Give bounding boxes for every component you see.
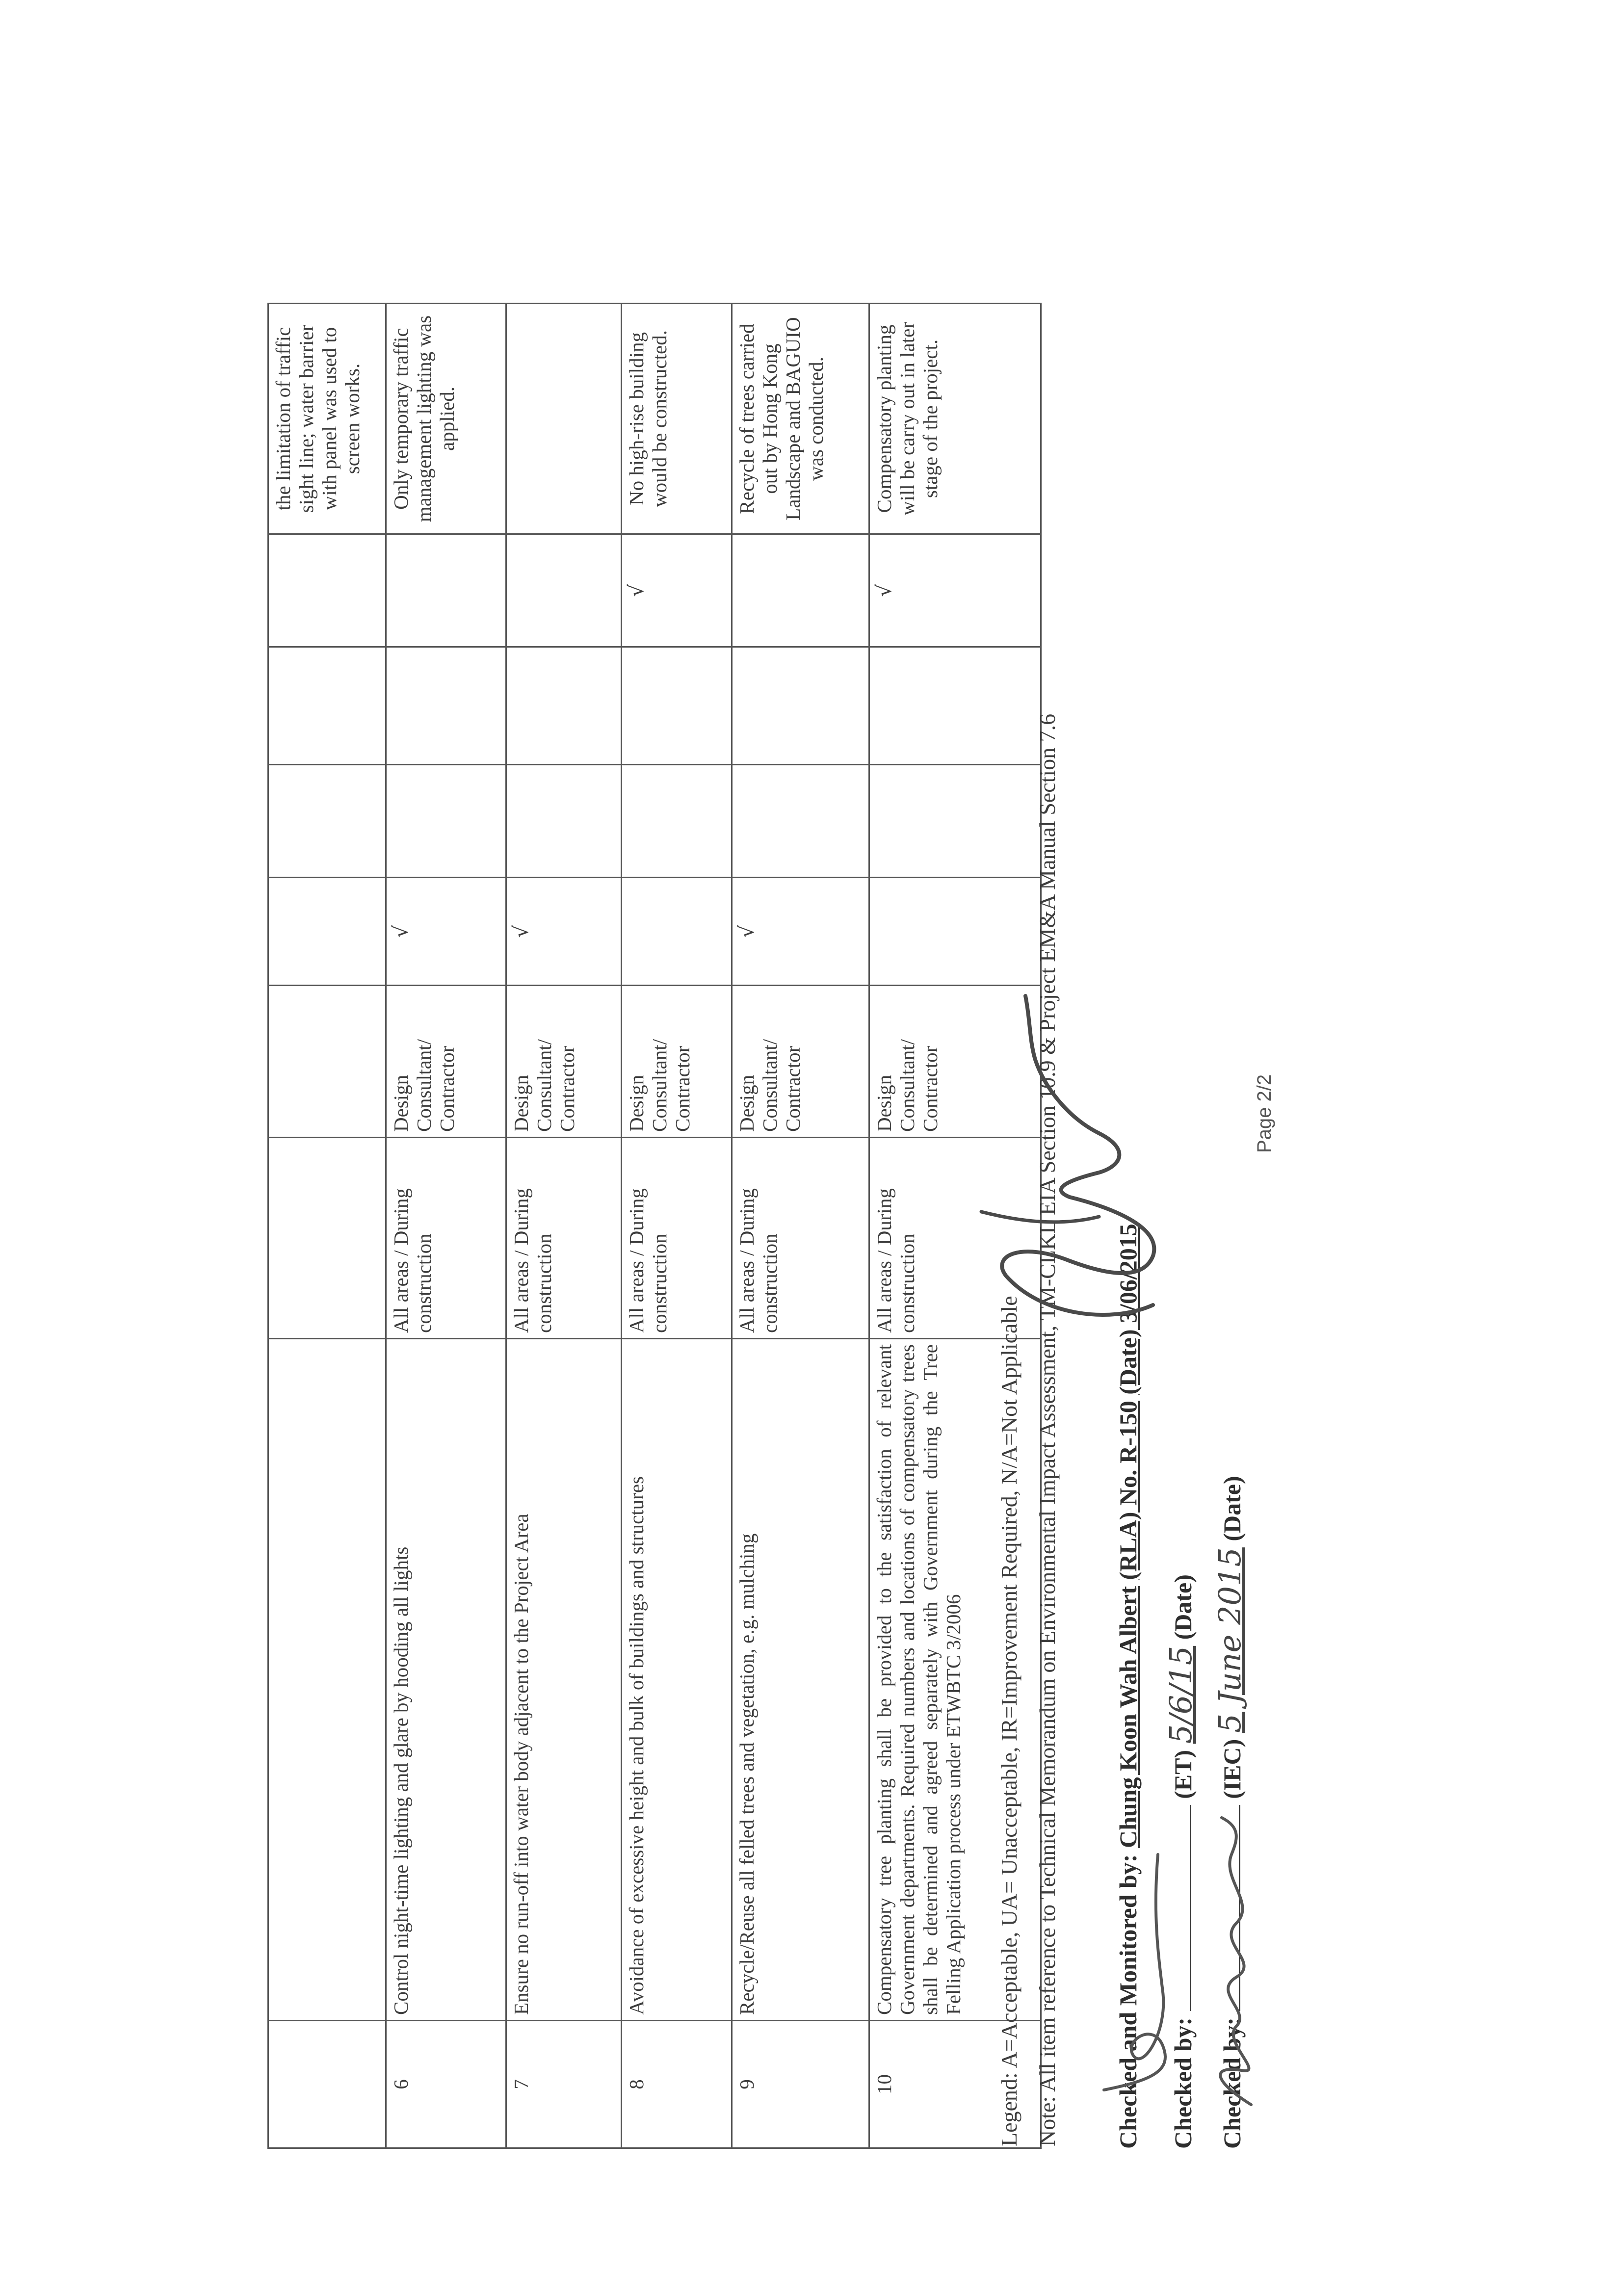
cell-location: All areas / During construction: [386, 1138, 506, 1339]
et-signature-scribble-icon: [1094, 1845, 1182, 2100]
cell-no: 9: [732, 2021, 869, 2148]
cell-status: [732, 878, 869, 986]
et-label: Checked by:: [1169, 2017, 1197, 2149]
cell-status: [732, 765, 869, 878]
et-date-handwritten: 5/6/15: [1163, 1645, 1199, 1744]
et-role: (ET): [1169, 1749, 1197, 1799]
cell-no: 8: [622, 2021, 732, 2148]
table-row: [622, 304, 732, 2148]
cell-remark: [506, 304, 622, 534]
cell-description: [268, 1339, 386, 2021]
cell-no: [268, 2021, 386, 2148]
cell-agent: Design Consultant/ Contractor: [386, 986, 506, 1138]
tick-mark: √: [872, 584, 896, 597]
cell-agent: Design Consultant/ Contractor: [869, 986, 1041, 1138]
tick-mark: √: [509, 925, 533, 938]
cell-remark: Recycle of trees carried out by Hong Kong Landscape and BAGUIO was conducted.: [732, 304, 869, 534]
cell-status: [386, 534, 506, 647]
cell-status: [732, 534, 869, 647]
cell-status: [622, 765, 732, 878]
cell-location: All areas / During construction: [506, 1138, 622, 1339]
cell-agent: Design Consultant/ Contractor: [732, 986, 869, 1138]
monitored-date: (Date) 3/06/2015: [1114, 1224, 1142, 1395]
cell-remark: Only temporary traffic management lighting was applied.: [386, 304, 506, 534]
cell-status: [386, 878, 506, 986]
cell-remark: No high-rise building would be constructed.: [622, 304, 732, 534]
cell-status: [386, 765, 506, 878]
cell-agent: [268, 986, 386, 1138]
cell-no: 6: [386, 2021, 506, 2148]
page-number: Page 2/2: [1254, 1074, 1275, 1153]
cell-no: 7: [506, 2021, 622, 2148]
cell-status: [622, 878, 732, 986]
table-row: [506, 304, 622, 2148]
note-text: Note: All item reference to Technical Memorandum on Environmental Impact Assessment, TM-CLKL EIA Section 10.9 & Project EM&A Manual Section 7.6: [1035, 713, 1060, 2146]
cell-location: All areas / During construction: [622, 1138, 732, 1339]
cell-status: [268, 878, 386, 986]
legend-text: Legend: A=Acceptable, UA= Unacceptable, IR=Improvement Required, N/A=Not Applicable: [996, 1296, 1022, 2146]
cell-status: [622, 534, 732, 647]
tick-mark: √: [735, 925, 759, 938]
cell-status: [506, 878, 622, 986]
cell-remark: the limitation of traffic sight line; water barrier with panel was used to screen works.: [268, 304, 386, 534]
et-date-label: (Date): [1169, 1574, 1197, 1640]
cell-status: [268, 765, 386, 878]
et-signature-line: [1190, 1805, 1191, 2011]
cell-status: [506, 534, 622, 647]
cell-status: [386, 647, 506, 765]
cell-location: All areas / During construction: [869, 1138, 1041, 1339]
cell-description: Compensatory tree planting shall be provided to the satisfaction of relevant Government departments. Required numbers and locations of compensatory trees shall be determined and agreed separately with Government during the Tree Felling Application process under ETWBTC 3/2006: [869, 1339, 1041, 2021]
monitored-name: Chung Koon Wah Albert: [1114, 1586, 1142, 1848]
table-row: [386, 304, 506, 2148]
iec-label: Checked by:: [1218, 2017, 1246, 2149]
cell-agent: Design Consultant/ Contractor: [506, 986, 622, 1138]
cell-status: [622, 647, 732, 765]
tick-mark: √: [625, 584, 648, 597]
cell-status: [268, 647, 386, 765]
cell-status: [506, 765, 622, 878]
monitored-label: Checked and Monitored by:: [1114, 1854, 1142, 2149]
cell-description: Recycle/Reuse all felled trees and vegetation, e.g. mulching: [732, 1339, 869, 2021]
iec-role: (IEC): [1218, 1739, 1246, 1799]
iec-signature-scribble-icon: [1192, 1815, 1271, 2110]
table-row-continuation: [268, 304, 386, 2148]
cell-status: [506, 647, 622, 765]
cell-no: 10: [869, 2021, 1041, 2148]
iec-date-label: (Date): [1218, 1476, 1246, 1541]
cell-location: All areas / During construction: [732, 1138, 869, 1339]
tick-mark: √: [389, 925, 413, 938]
cell-description: Control night-time lighting and glare by hooding all lights: [386, 1339, 506, 2021]
cell-description: Avoidance of excessive height and bulk of buildings and structures: [622, 1339, 732, 2021]
cell-status: [732, 647, 869, 765]
cell-description: Ensure no run-off into water body adjacent to the Project Area: [506, 1339, 622, 2021]
cell-location: [268, 1138, 386, 1339]
table-row: [732, 304, 869, 2148]
handwritten-signature-icon: [922, 991, 1197, 1334]
iec-date-handwritten: 5 June 2015: [1212, 1547, 1248, 1733]
cell-agent: Design Consultant/ Contractor: [622, 986, 732, 1138]
monitored-rla: (RLA) No. R-150: [1114, 1401, 1142, 1580]
cell-remark: Compensatory planting will be carry out in later stage of the project.: [869, 304, 1041, 534]
cell-status: [268, 534, 386, 647]
